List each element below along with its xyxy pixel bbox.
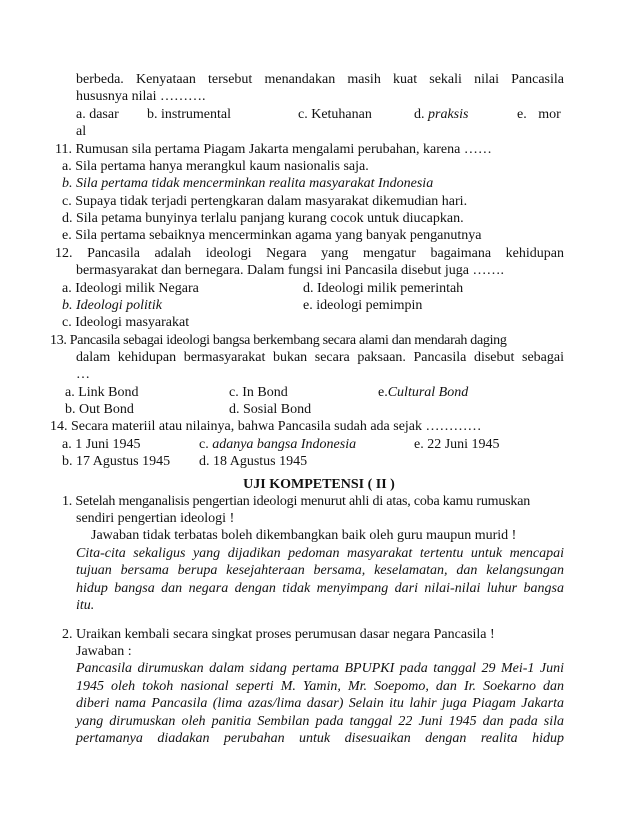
option-c: c. Ideologi masyarakat [62,315,190,330]
option-c: c. Ketuhanan [298,107,372,122]
essay-2: 2. Uraikan kembali secara singkat proses perumusan dasar negara Pancasila ! [62,627,495,642]
paragraph-line: hususnya nilai ………. [76,89,206,104]
answer-line: diberi nama Pancasila (lima azas/lima dasar) Selain itu lahir juga Piagam Jakarta [76,696,564,711]
question-11: 11. Rumusan sila pertama Piagam Jakarta mengalami perubahan, karena …… [55,142,492,157]
option-prefix: d. [414,107,425,122]
option-prefix: c. [199,437,209,452]
option-a: a. dasar [76,107,119,122]
essay-1-note: Jawaban tidak terbatas boleh dikembangkan baik oleh guru maupun murid ! [91,528,517,543]
option-d: d. 18 Agustus 1945 [199,454,308,469]
option-a: a. Link Bond [65,385,139,400]
option-d [414,106,468,123]
essay-2-label: Jawaban : [76,644,132,659]
option-e [378,384,468,401]
answer-line: yang dirumuskan oleh panitia Sembilan pada tanggal 22 Juni 1945 dan pada sila [76,714,564,729]
option-a: a. Sila pertama hanya merangkul kaum nasionalis saja. [62,159,369,174]
paragraph-line: al [76,124,87,139]
option-e: e. Sila pertama sebaiknya mencerminkan agama yang banyak penganutnya [62,228,482,243]
option-c: c. In Bond [229,385,288,400]
essay-1-cont: sendiri pengertian ideologi ! [76,511,235,526]
section-title: UJI KOMPETENSI ( II ) [243,477,395,492]
answer-line: pertamanya diadakan perubahan untuk disesuaikan dengan realita hidup [76,731,564,746]
option-a: a. Ideologi milik Negara [62,281,199,296]
answer-line: tujuan bersama berupa kesejahteraan bersama, keselamatan, dan kelangsungan [76,563,564,578]
option-b: b. Out Bond [65,402,134,417]
option-text: praksis [428,107,469,122]
option-b: b. Ideologi politik [62,298,162,313]
option-d: d. Sosial Bond [229,402,312,417]
option-b: b. instrumental [147,107,231,122]
option-d: d. Ideologi milik pemerintah [303,281,464,296]
question-13: 13. Pancasila sebagai ideologi bangsa berkembang secara alami dan mendarah daging [50,333,507,348]
option-prefix: e. [378,385,388,400]
answer-line: itu. [76,598,95,613]
paragraph-line: berbeda. Kenyataan tersebut menandakan masih kuat sekali nilai Pancasila [76,72,564,87]
answer-line: 1945 oleh tokoh nasional seperti M. Yamin, Mr. Soepomo, dan Ir. Soekarno dan [76,679,564,694]
essay-1: 1. Setelah menganalisis pengertian ideologi menurut ahli di atas, coba kamu rumuskan [62,494,531,509]
answer-line: Pancasila dirumuskan dalam sidang pertama BPUPKI pada tanggal 29 Mei-1 Juni [76,661,564,676]
option-a: a. 1 Juni 1945 [62,437,141,452]
option-text: adanya bangsa Indonesia [212,437,357,452]
option-b: b. 17 Agustus 1945 [62,454,171,469]
option-c: c. Supaya tidak terjadi pertengkaran dalam masyarakat dikemudian hari. [62,194,468,209]
question-14: 14. Secara materiil atau nilainya, bahwa Pancasila sudah ada sejak ………… [50,419,482,434]
answer-line: Cita-cita sekaligus yang dijadikan pedoman masyarakat tertentu untuk mencapai [76,546,564,561]
option-d: d. Sila petama bunyinya terlalu panjang kurang cocok untuk diucapkan. [62,211,464,226]
option-c [199,436,356,453]
question-13-dots: … [76,367,90,382]
option-e: e. mor [517,107,561,122]
answer-line: hidup bangsa dan negara dengan tidak menyimpang dari nilai-nilai luhur bangsa [76,581,564,596]
option-b: b. Sila pertama tidak mencerminkan realita masyarakat Indonesia [62,176,434,191]
question-12-cont: bermasyarakat dan bernegara. Dalam fungsi ini Pancasila disebut juga ……. [76,263,505,278]
option-text: Cultural Bond [387,385,469,400]
question-13-cont: dalam kehidupan bermasyarakat bukan secara paksaan. Pancasila disebut sebagai [76,350,564,365]
option-e: e. ideologi pemimpin [303,298,423,313]
option-e: e. 22 Juni 1945 [414,437,500,452]
question-12: 12. Pancasila adalah ideologi Negara yang mengatur bagaimana kehidupan [55,246,564,261]
